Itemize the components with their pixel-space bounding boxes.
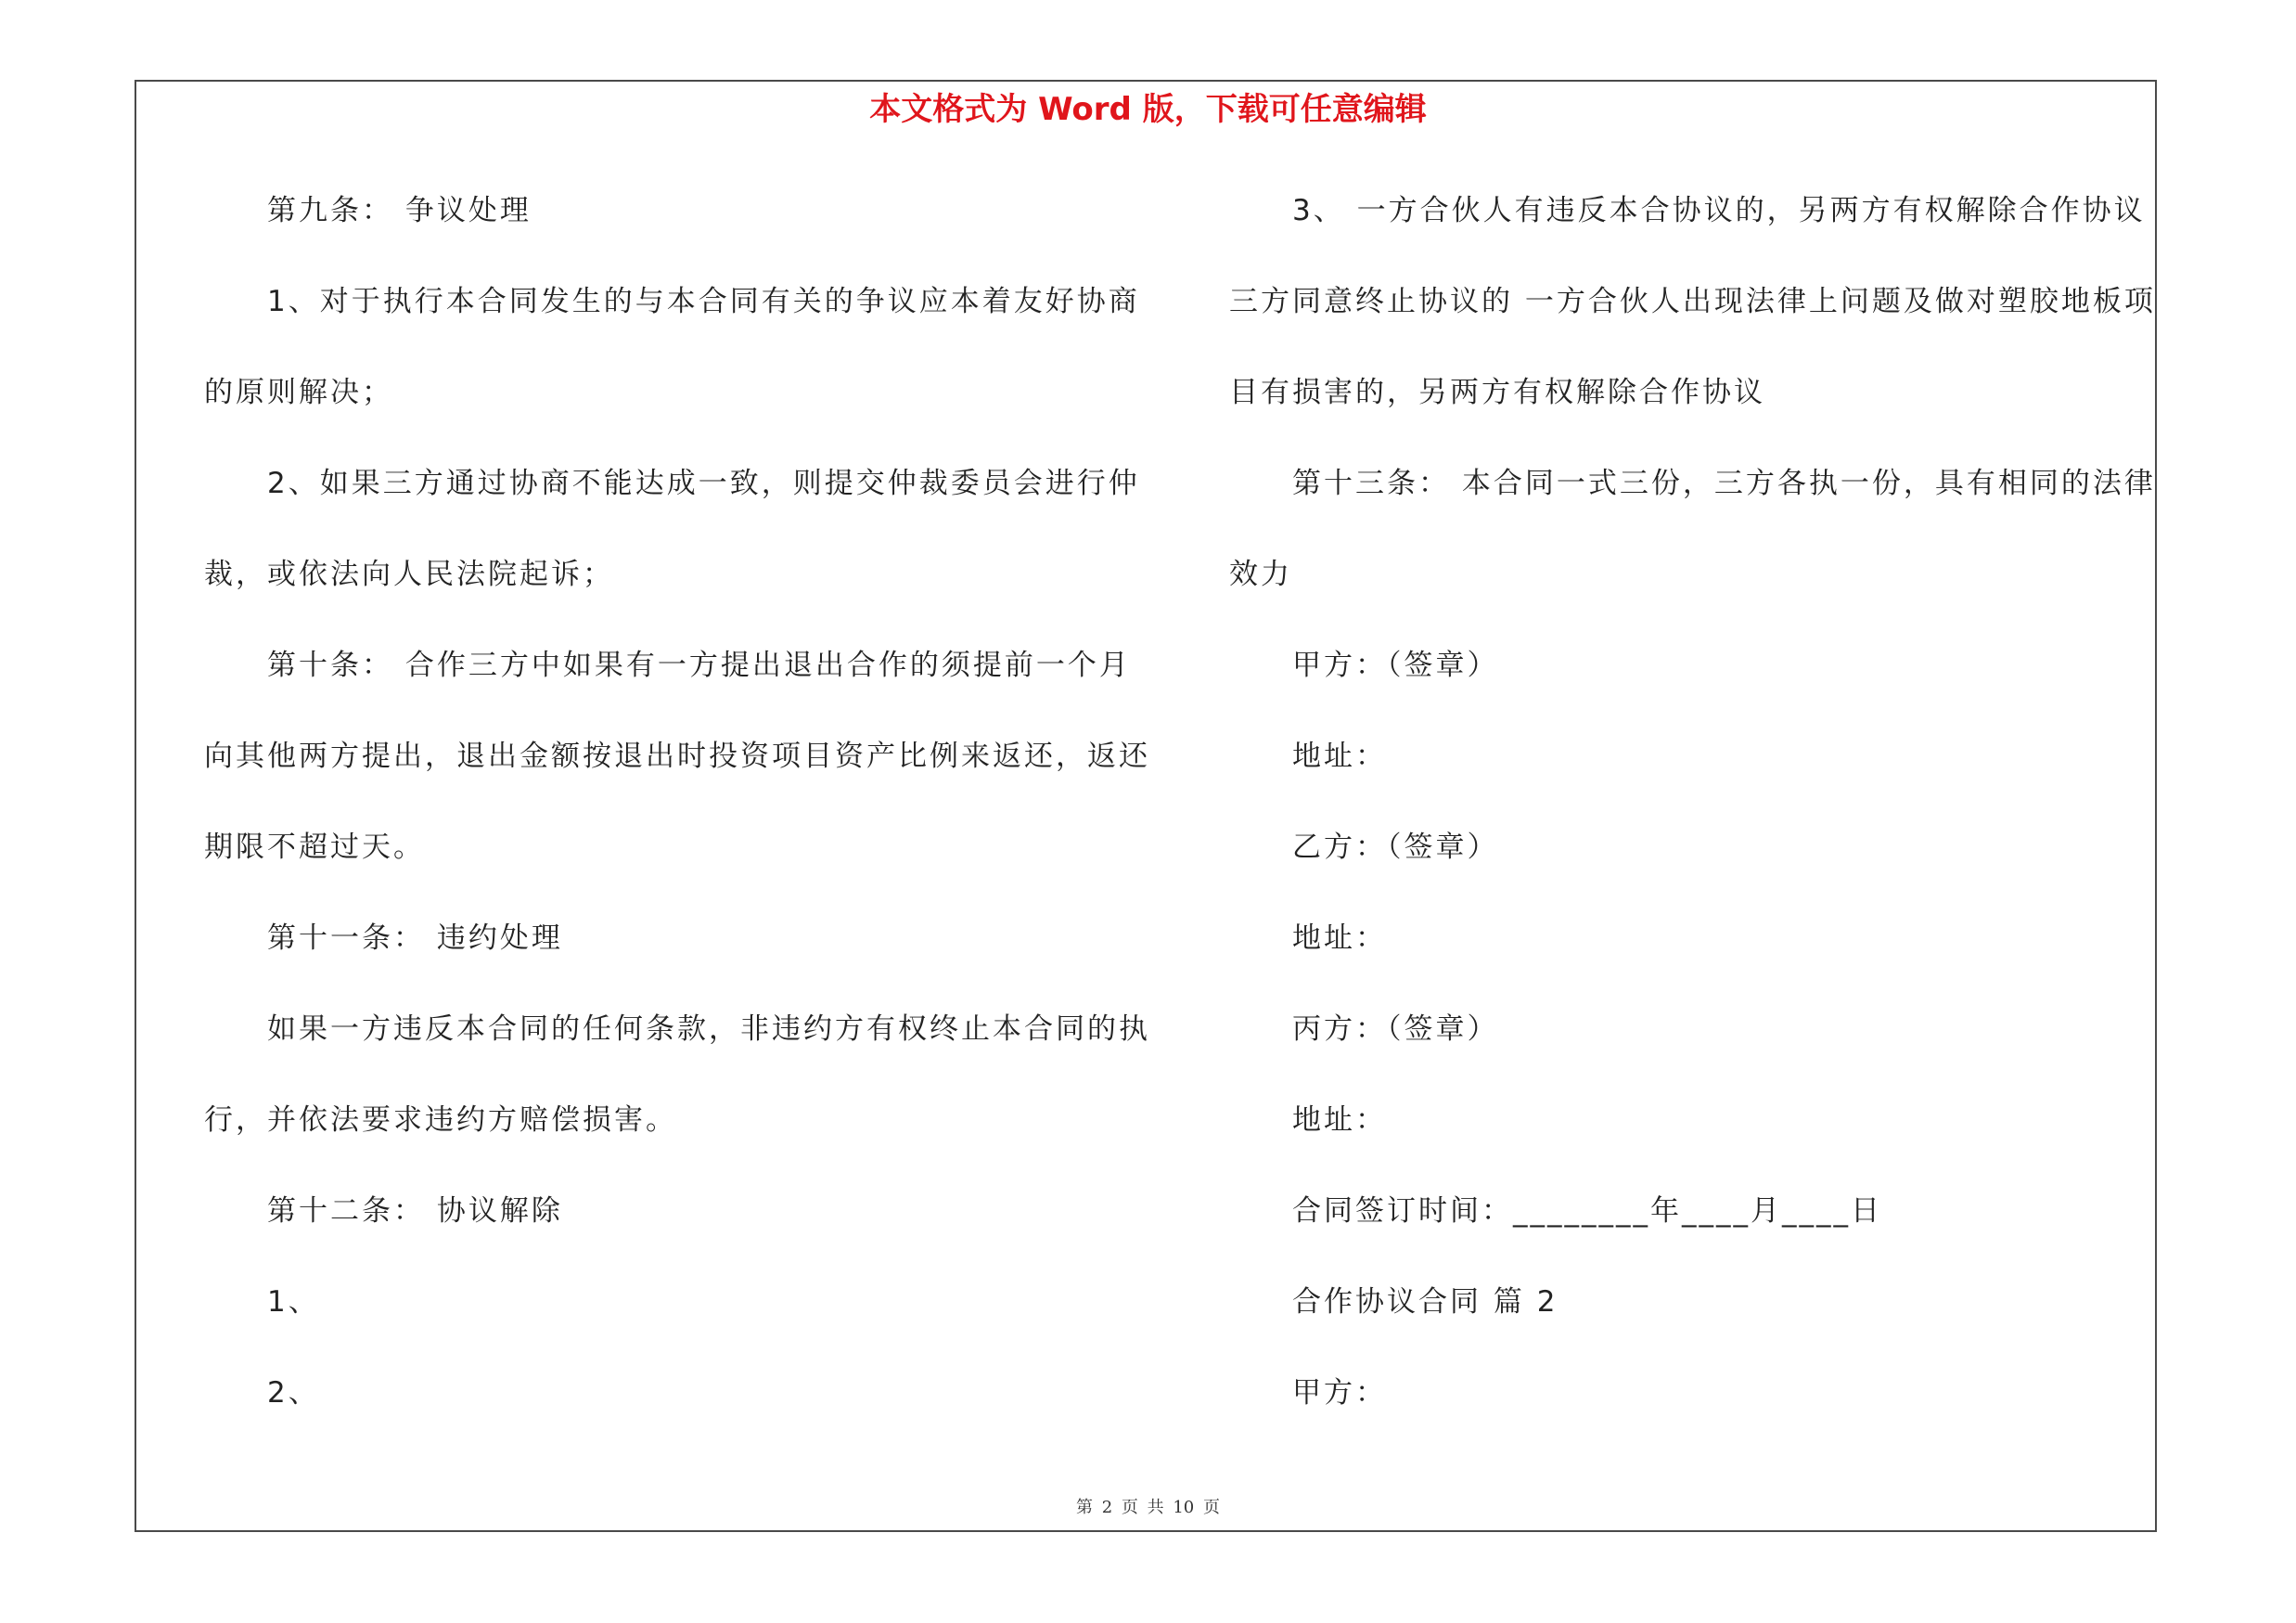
text-line: 第九条： 争议处理 — [267, 194, 532, 227]
text-line: 2、如果三方通过协商不能达成一致，则提交仲裁委员会进行仲 — [267, 467, 1140, 500]
text-line: 期限不超过天。 — [204, 831, 425, 864]
text-line: 乙方：（签章） — [1292, 831, 1499, 864]
text-line: 地址： — [1292, 1103, 1387, 1137]
text-line: 向其他两方提出，退出金额按退出时投资项目资产比例来返还，返还 — [204, 740, 1150, 773]
text-line: 目有损害的，另两方有权解除合作协议 — [1229, 376, 1765, 409]
text-line: 如果一方违反本合同的任何条款，非违约方有权终止本合同的执 — [267, 1012, 1150, 1046]
left-text-column — [204, 184, 1150, 1457]
text-line: 甲方：（签章） — [1292, 649, 1499, 682]
text-line: 第十二条： 协议解除 — [267, 1194, 563, 1228]
text-line: 的原则解决； — [204, 376, 393, 409]
page-number-footer: 第 2 页 共 10 页 — [1076, 1498, 1220, 1517]
text-line: 行，并依法要求违约方赔偿损害。 — [204, 1103, 677, 1137]
text-line: 第十一条： 违约处理 — [267, 921, 563, 955]
text-line: 1、 — [267, 1285, 320, 1319]
text-line: 地址： — [1292, 921, 1387, 955]
text-line: 地址： — [1292, 740, 1387, 773]
editable-notice-banner: 本文格式为 Word 版，下载可任意编辑 — [869, 91, 1427, 128]
text-line: 合作协议合同 篇 2 — [1292, 1285, 1558, 1319]
text-line: 1、对于执行本合同发生的与本合同有关的争议应本着友好协商 — [267, 285, 1140, 318]
text-line: 第十条： 合作三方中如果有一方提出退出合作的须提前一个月 — [267, 649, 1131, 682]
text-line: 三方同意终止协议的 一方合伙人出现法律上问题及做对塑胶地板项 — [1229, 285, 2156, 318]
text-line: 丙方：（签章） — [1292, 1012, 1499, 1046]
text-line: 3、 一方合伙人有违反本合协议的，另两方有权解除合作协议 — [1292, 194, 2146, 227]
text-line: 2、 — [267, 1376, 320, 1410]
text-line: 合同签订时间：________年____月____日 — [1292, 1194, 1882, 1228]
text-line: 第十三条： 本合同一式三份，三方各执一份，具有相同的法律 — [1292, 467, 2156, 500]
text-line: 裁，或依法向人民法院起诉； — [204, 558, 614, 591]
right-text-column — [1229, 184, 2157, 1457]
text-line: 甲方： — [1292, 1376, 1387, 1410]
text-line: 效力 — [1229, 558, 1292, 591]
